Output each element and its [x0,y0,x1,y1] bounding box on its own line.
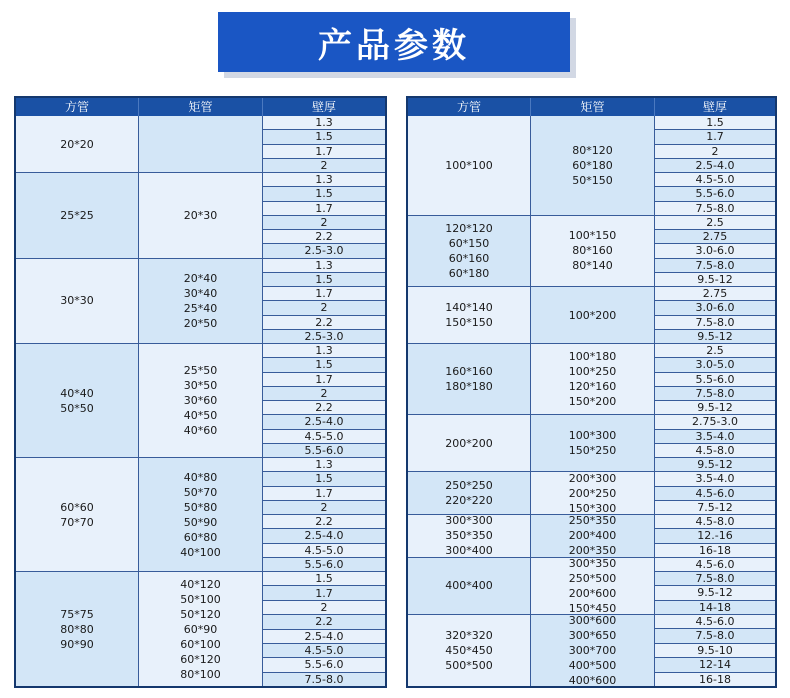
wall-thickness-value: 1.3 [263,259,385,273]
rect-tube-sizes [139,116,263,172]
square-tube-sizes: 20*20 [16,116,139,172]
wall-thickness-value: 5.5-6.0 [263,558,385,571]
rect-tube-sizes: 20*30 [139,173,263,258]
wall-thickness-value: 9.5-12 [655,273,775,286]
table-header [408,98,775,116]
wall-thickness-value: 1.5 [263,358,385,372]
rect-tube-sizes: 200*300 200*250 150*300 [531,472,655,514]
left-spec-table [14,96,387,688]
wall-thickness-value: 1.7 [263,487,385,501]
wall-thickness-value: 2 [263,301,385,315]
square-tube-sizes: 120*120 60*150 60*160 60*180 [408,216,531,286]
wall-thickness-value: 9.5-10 [655,644,775,658]
wall-thickness-value: 2 [263,159,385,172]
wall-thickness-value: 2.75 [655,230,775,244]
wall-thickness-value: 4.5-8.0 [655,444,775,458]
wall-thickness-value: 7.5-8.0 [655,202,775,215]
wall-thickness-value: 2.2 [263,401,385,415]
rect-tube-sizes: 80*120 60*180 50*150 [531,116,655,215]
spec-group [16,259,385,345]
wall-thickness-value: 1.3 [263,458,385,472]
square-tube-sizes: 250*250 220*220 [408,472,531,514]
wall-thickness-value: 5.5-6.0 [263,444,385,457]
rect-tube-sizes: 100*150 80*160 80*140 [531,216,655,286]
wall-thickness-value: 1.3 [263,116,385,130]
square-tube-sizes: 25*25 [16,173,139,258]
wall-thickness-list [655,615,775,686]
wall-thickness-value: 3.5-4.0 [655,472,775,486]
wall-thickness-value: 2.75 [655,287,775,301]
spec-group [16,572,385,686]
spec-group [408,415,775,472]
square-tube-sizes: 60*60 70*70 [16,458,139,571]
rect-tube-sizes: 100*300 150*250 [531,415,655,471]
wall-thickness-value: 2.5-4.0 [263,529,385,543]
square-tube-sizes: 140*140 150*150 [408,287,531,343]
wall-thickness-value: 9.5-12 [655,330,775,343]
wall-thickness-value: 2 [263,216,385,230]
wall-thickness-list [263,344,385,457]
wall-thickness-value: 9.5-12 [655,586,775,600]
wall-thickness-list [655,415,775,471]
wall-thickness-value: 1.5 [655,116,775,130]
wall-thickness-value: 4.5-5.0 [263,544,385,558]
wall-thickness-value: 7.5-8.0 [655,387,775,401]
wall-thickness-list [655,344,775,414]
spec-group [408,472,775,515]
wall-thickness-value: 2 [263,601,385,615]
wall-thickness-value: 1.7 [263,373,385,387]
wall-thickness-list [655,472,775,514]
rect-tube-sizes: 300*350 250*500 200*600 150*450 [531,558,655,614]
header-rect-tube: 矩管 [139,98,263,116]
wall-thickness-value: 5.5-6.0 [655,187,775,201]
wall-thickness-list [655,515,775,557]
header-wall-thickness: 壁厚 [702,100,727,114]
wall-thickness-value: 7.5-8.0 [263,673,385,686]
wall-thickness-value: 2.2 [263,515,385,529]
square-tube-sizes: 200*200 [408,415,531,471]
square-tube-sizes: 100*100 [408,116,531,215]
square-tube-sizes: 30*30 [16,259,139,344]
wall-thickness-value: 9.5-12 [655,401,775,414]
spec-group [408,615,775,686]
spec-group [408,287,775,344]
wall-thickness-value: 1.5 [263,472,385,486]
rect-tube-sizes: 40*120 50*100 50*120 60*90 60*100 60*120 80*100 [139,572,263,686]
spec-group [16,344,385,458]
spec-group [16,116,385,173]
wall-thickness-value: 1.7 [263,145,385,159]
wall-thickness-value: 2.5-3.0 [263,244,385,257]
wall-thickness-value: 16-18 [655,673,775,686]
square-tube-sizes: 40*40 50*50 [16,344,139,457]
wall-thickness-value: 4.5-6.0 [655,487,775,501]
wall-thickness-value: 1.5 [263,130,385,144]
wall-thickness-value: 5.5-6.0 [263,658,385,672]
wall-thickness-value: 1.3 [263,344,385,358]
square-tube-sizes: 320*320 450*450 500*500 [408,615,531,686]
wall-thickness-value: 3.0-6.0 [655,244,775,258]
rect-tube-sizes: 100*180 100*250 120*160 150*200 [531,344,655,414]
wall-thickness-value: 2.5-4.0 [263,630,385,644]
wall-thickness-value: 3.0-5.0 [655,358,775,372]
header-rect-tube: 矩管 [531,98,655,116]
wall-thickness-value: 7.5-8.0 [655,259,775,273]
header-square-tube: 方管 [408,98,531,116]
wall-thickness-value: 1.7 [263,586,385,600]
spec-group [408,216,775,287]
wall-thickness-list [263,259,385,344]
wall-thickness-value: 12.-16 [655,529,775,543]
square-tube-sizes: 400*400 [408,558,531,614]
rect-tube-sizes: 100*200 [531,287,655,343]
wall-thickness-value: 1.7 [263,287,385,301]
header-square-tube: 方管 [16,98,139,116]
wall-thickness-value: 2.2 [263,230,385,244]
wall-thickness-value: 3.0-6.0 [655,301,775,315]
wall-thickness-list [655,116,775,215]
square-tube-sizes: 160*160 180*180 [408,344,531,414]
wall-thickness-list [655,287,775,343]
rect-tube-sizes: 40*80 50*70 50*80 50*90 60*80 40*100 [139,458,263,571]
rect-tube-sizes: 25*50 30*50 30*60 40*50 40*60 [139,344,263,457]
table-header [16,98,385,116]
wall-thickness-list [263,116,385,172]
spec-group [16,458,385,572]
rect-tube-sizes: 300*600 300*650 300*700 400*500 400*600 [531,615,655,686]
wall-thickness-value: 4.5-8.0 [655,515,775,529]
wall-thickness-value: 1.7 [655,130,775,144]
square-tube-sizes: 300*300 350*350 300*400 [408,515,531,557]
wall-thickness-list [655,216,775,286]
wall-thickness-value: 2 [263,387,385,401]
wall-thickness-value: 2.75-3.0 [655,415,775,429]
square-tube-sizes: 75*75 80*80 90*90 [16,572,139,686]
wall-thickness-value: 2.5-3.0 [263,330,385,343]
rect-tube-sizes: 250*350 200*400 200*350 [531,515,655,557]
spec-group [408,515,775,558]
wall-thickness-value: 2.5 [655,216,775,230]
rect-tube-sizes: 20*40 30*40 25*40 20*50 [139,259,263,344]
wall-thickness-value: 5.5-6.0 [655,373,775,387]
page-title: 产品参数 [318,25,470,66]
spec-group [408,116,775,216]
wall-thickness-value: 4.5-5.0 [655,173,775,187]
wall-thickness-value: 4.5-6.0 [655,615,775,629]
wall-thickness-value: 1.5 [263,273,385,287]
wall-thickness-value: 4.5-6.0 [655,558,775,572]
wall-thickness-value: 7.5-12 [655,501,775,514]
wall-thickness-value: 1.5 [263,572,385,586]
spec-group [408,558,775,615]
wall-thickness-value: 7.5-8.0 [655,572,775,586]
wall-thickness-list [263,173,385,258]
wall-thickness-value: 2.2 [263,615,385,629]
wall-thickness-list [263,458,385,571]
wall-thickness-list [655,558,775,614]
wall-thickness-value: 2.2 [263,316,385,330]
wall-thickness-value: 2.5-4.0 [655,159,775,173]
header-wall-thickness: 壁厚 [311,100,336,114]
wall-thickness-value: 1.5 [263,187,385,201]
wall-thickness-value: 1.7 [263,202,385,216]
spec-group [408,344,775,415]
wall-thickness-value: 7.5-8.0 [655,629,775,643]
wall-thickness-value: 4.5-5.0 [263,644,385,658]
wall-thickness-value: 3.5-4.0 [655,430,775,444]
title-banner [218,12,570,72]
wall-thickness-value: 4.5-5.0 [263,430,385,444]
wall-thickness-value: 2 [263,501,385,515]
right-spec-table [406,96,777,688]
wall-thickness-value: 1.3 [263,173,385,187]
wall-thickness-list [263,572,385,686]
wall-thickness-value: 14-18 [655,601,775,614]
wall-thickness-value: 12-14 [655,658,775,672]
wall-thickness-value: 16-18 [655,544,775,557]
wall-thickness-value: 2.5-4.0 [263,415,385,429]
wall-thickness-value: 2.5 [655,344,775,358]
wall-thickness-value: 7.5-8.0 [655,316,775,330]
wall-thickness-value: 2 [655,145,775,159]
spec-group [16,173,385,259]
wall-thickness-value: 9.5-12 [655,458,775,471]
